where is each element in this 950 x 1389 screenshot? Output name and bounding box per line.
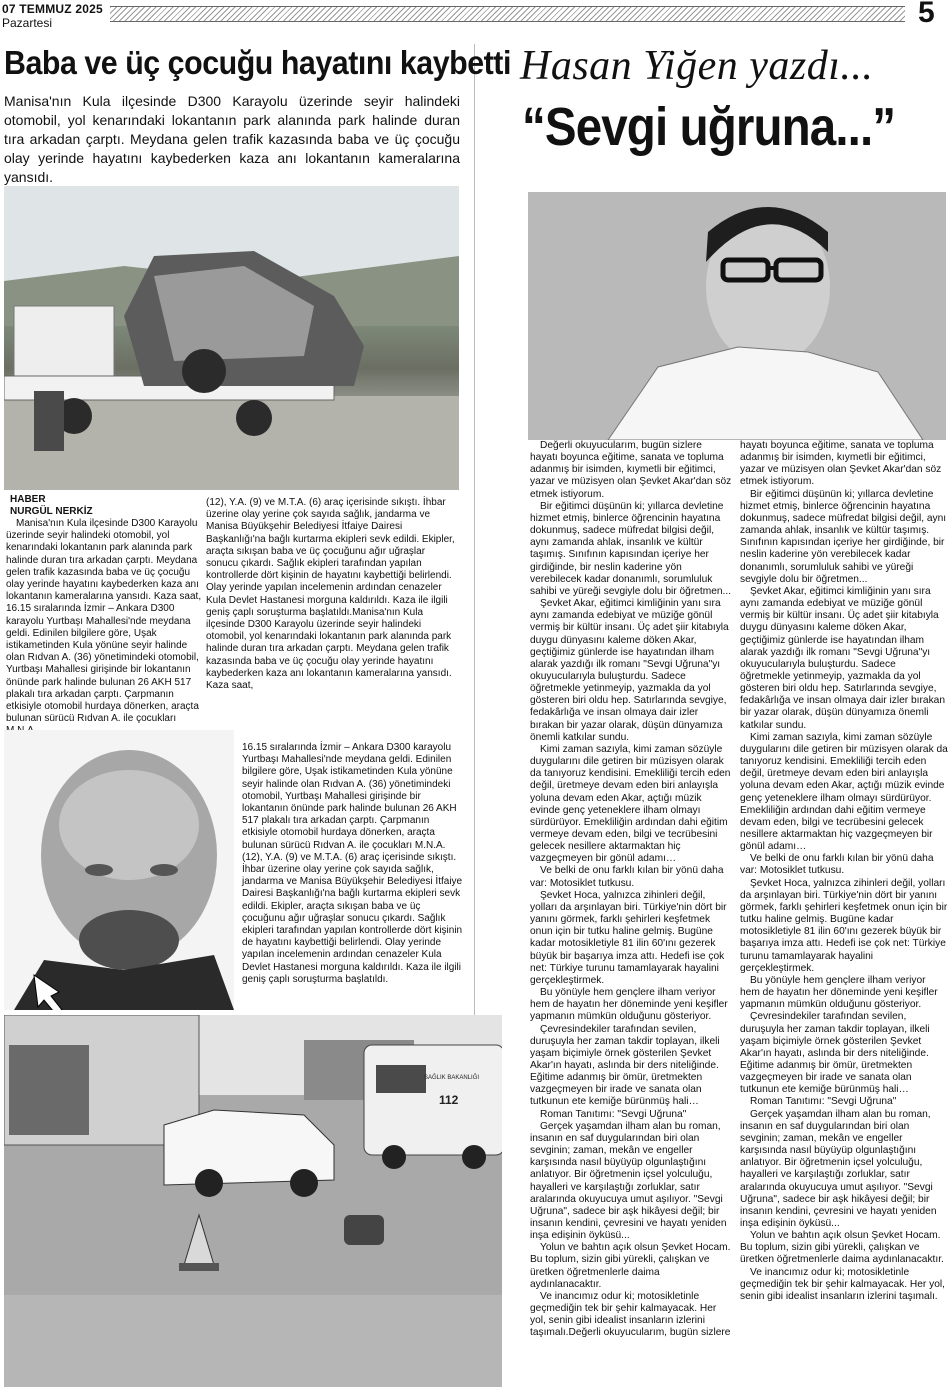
tow-truck-illustration — [4, 186, 459, 490]
portrait-illustration — [4, 730, 234, 1010]
col4-paragraph: Çevresindekiler tarafından sevilen, duruşuyla her zaman takdir toplayan, ilkeli yaşam biçimiyle örnek gösterilen Şevket Akar'ın hayatı, aslında bir ders niteliğinde. Eğitime adanmış bir ömür, üretmekten vazgeçmeyen bir irade ve sanata olan tutkunun ete kemiğe bürünmüş hali… — [740, 1011, 930, 1096]
col4-paragraph: Gerçek yaşamdan ilham alan bu roman, insanın en saf duygularından biri olan sevginin; zaman, mekân ve engeller karşısında nasıl büyüyüp olgunlaştığını anlatıyor. Bir öğretmenin içsel yolculuğu, hayalleri ve karşılaştığı zorluklar, satır aralarında okuyucuya umut aşılıyor. "Sevgi Uğruna", sadece bir aşk hikâyesi değil; bir insanın kendini, çevresini ve hayatı yeniden inşa edişinin öyküsü... — [740, 1108, 937, 1229]
column-author-kicker: Hasan Yiğen yazdı... — [520, 43, 874, 89]
ambulance-number: 112 — [439, 1093, 459, 1107]
crash-scene-illustration — [4, 1015, 502, 1387]
issue-day: Pazartesi — [2, 16, 53, 30]
col3-paragraph: Şevket Akar, eğitimci kimliğinin yanı sıra aynı zamanda edebiyat ve müziğe gönül vermiş bir kültür insanı. Üç adet şiir kitabıyla duygu dünyasını kaleme döken Akar, geçtiğimiz günlerde ise hayatından ilham alarak yazdığı ilk romanı "Sevgi Uğruna"yı okuyucularıyla buluşturdu. Sadece öğretmekle yetinmeyip, yazmakla da yol gösteren biri oldu hep. Satırlarında sevgiye, fedakârlığa ve insan olmaya dair izler bırakan bir yazar olarak, düşün dünyamıza önemli katkılar sundu. — [530, 598, 729, 743]
man-portrait-illustration — [528, 192, 946, 440]
col3-paragraph: Bu yönüyle hem gençlere ilham veriyor hem de hayatın her döneminde yeni keşifler yapmanın mümkün olduğunu gösteriyor. — [530, 987, 728, 1023]
left-article-headline: Baba ve üç çocuğu hayatını kaybetti — [4, 44, 511, 81]
left-article-lead: Manisa'nın Kula ilçesinde D300 Karayolu üzerinde seyir halindeki otomobil, yol kenarındaki lokantanın park alanında park halinde duran tıra arkadan çarptı. Meydana gelen trafik kazasında baba ve üç çocuğu olay yerinde hayatını kaybederken kaza anı lokantanın kameralarına yansıdı. — [4, 93, 460, 185]
column-body-col4 — [740, 440, 948, 1303]
col3-paragraph: Ve inancımız odur ki; motosikletinle geçmediğin tek bir şehir kalmayacak. Her yol, senin gibi idealist insanların izlerini taşımalı.Değerli okuyucularım, bugün sizlere — [530, 1290, 731, 1339]
crash-scene-photo — [4, 1015, 502, 1387]
col4-paragraph: Roman Tanıtımı: "Sevgi Uğruna" — [750, 1096, 897, 1108]
page-number: 5 — [918, 0, 935, 29]
col3-paragraph: Şevket Hoca, yalnızca zihinleri değil, yolları da arşınlayan biri. Türkiye'nin dört bir yanını görmek, farklı şehirleri keşfetmek onun için bir tutku haline gelmiş. Bugüne kadar motosikletiyle 81 ilin 60'ını gezerek büyük bir başarıya imza attı. Hedefi ise çok net: Türkiye turunu tamamlayarak hayalini gerçekleştirmek. — [530, 889, 727, 986]
col3-paragraph: Kimi zaman sazıyla, kimi zaman sözüyle duygularını dile getiren bir müzisyen olarak da tanıyoruz kendisini. Emekliliği tercih eden değil, üretmeye devam eden biri anlayışla yoluna devam eden Akar, açtığı müzik evinde genç yeteneklere ilham olmayı sürdürüyor. Emekliliğin ardından dahi eğitim vermeye devam eden, bilgi ve tecrübesini gelecek nesillere aktarmaktan hiç vazgeçmeyen bir gönül adamı… — [530, 743, 731, 865]
col4-paragraph: Ve inancımız odur ki; motosikletinle geçmediğin tek bir şehir kalmayacak. Her yol, senin gibi idealist insanların izlerini taşımalı. — [740, 1266, 945, 1302]
col4-paragraph: Bir eğitimci düşünün ki; yıllarca devletine hizmet etmiş, binlerce öğrencinin hayatına dokunmuş, sadece müfredat bilgisi değil, aynı zamanda ahlak, insanlık ve kültür taşımış. Sınıfının kapısından içeriye her girdiğinde, bir neslin kaderine yön verebilecek kadar donanımlı, sorumluluk sahibi ve yüreği sevgiyle dolu bir öğretmen... — [740, 488, 947, 585]
col4-paragraph: Kimi zaman sazıyla, kimi zaman sözüyle duygularını dile getiren bir müzisyen olarak da tanıyoruz kendisini. Emekliliği tercih eden değil, üretmeye devam eden biri anlayışla yoluna devam eden Akar, açtığı müzik evinde genç yeteneklere ilham olmayı sürdürüyor. Emekliliğin ardından dahi eğitim vermeye devam eden, bilgi ve tecrübesini gelecek nesillere aktarmaktan hiç vazgeçmeyen bir gönül adamı… — [740, 731, 948, 853]
sevket-akar-portrait-photo — [528, 192, 946, 440]
column-headline: “Sevgi uğruna...” — [522, 97, 896, 157]
ambulance-label: SAĞLIK BAKANLIĞI — [424, 1075, 480, 1081]
col3-paragraph: Çevresindekiler tarafından sevilen, duruşuyla her zaman takdir toplayan, ilkeli yaşam biçimiyle örnek gösterilen Şevket Akar'ın hayatı, aslında bir ders niteliğinde. Eğitime adanmış bir ömür, üretmekten vazgeçmeyen bir irade ve sanata olan tutkunun ete kemiğe bürünmüş hali… — [530, 1023, 720, 1108]
left-article-body-col2-top: (12), Y.A. (9) ve M.T.A. (6) araç içerisinde sıkıştı. İhbar üzerine olay yerine çok sayıda sağlık, jandarma ve Manisa Büyükşehir Belediyesi İtfaiye Dairesi Başkanlığı'na bağlı kurtarma ekipleri sevk edildi. Ekipler, araçta sıkışan baba ve üç çocuğunu ağır uğraşlar sonucu çıkardı. Sağlık ekipleri tarafından yapılan kontrollerde dört kişinin de hayatını kaybettiği belirlendi. Olay yerinde yapılan incelemenin ardından cenazeler Kula Devlet Hastanesi morguna kaldırıldı. Kaza ile ilgili geniş çaplı soruşturma başlatıldı.Manisa'nın Kula ilçesinde D300 Karayolu üzerinde seyir halindeki otomobil, yol kenarındaki lokantanın park alanında park halinde duran tıra arkadan çarptı. Meydana gelen trafik kazasında baba ve üç çocuğu olay yerinde hayatını kaybederken kaza anı lokantanın kameralarına yansıdı. Kaza saat, — [206, 497, 455, 692]
victim-portrait-photo — [4, 730, 234, 1010]
column-body-col3 — [530, 440, 732, 1340]
issue-date: 07 TEMMUZ 2025 — [2, 2, 103, 16]
left-article-body-col1: Manisa'nın Kula ilçesinde D300 Karayolu üzerinde seyir halindeki otomobil, yol kenarındaki lokantanın park alanında park halinde duran tıra arkadan çarptı. Meydana gelen trafik kazasında baba ve üç çocuğu olay yerinde hayatını kaybederken kaza anı lokantanın kameralarına yansıdı. Kaza saat, 16.15 sıralarında İzmir – Ankara D300 karayolu Yurtbaşı Mahallesi'nde meydana geldi. Edinilen bilgilere göre, Uşak istikametinden Kula yönüne seyir halinde olan Rıdvan A. (36) yönetimindeki otomobil, Yurtbaşı Mahallesi girişinde bir lokantanın önünde park halinde bulunan 26 AKH 517 plakalı tıra arkadan çarptı. Çarpmanın etkisiyle otomobil hurdaya dönerken, araçta bulunan sürücü Rıdvan A. ile çocukları — [6, 518, 202, 725]
col3-paragraph: Ve belki de onu farklı kılan bir yönü daha var: Motosiklet tutkusu. — [530, 865, 724, 889]
col3-paragraph: Gerçek yaşamdan ilham alan bu roman, insanın en saf duygularından biri olan sevginin; zaman, mekân ve engeller karşısında nasıl büyüyüp olgunlaştığını anlatıyor. Bir öğretmenin içsel yolculuğu, hayalleri ve karşılaştığı zorluklar, satır aralarında okuyucuya umut aşılıyor. "Sevgi Uğruna", sadece bir aşk hikâyesi değil; bir insanın kendini, çevresini ve hayatı yeniden inşa edişinin öyküsü... — [530, 1120, 727, 1242]
col3-paragraph: Yolun ve bahtın açık olsun Şevket Hocam. Bu toplum, sizin gibi yürekli, çalışkan ve üretken öğretmenlerle daima aydınlanacaktır. — [530, 1242, 731, 1290]
col3-paragraph: Değerli okuyucularım, bugün sizlere hayatı boyunca eğitime, sanata ve topluma adanmış bir isimden, kıymetli bir eğitimci, yazar ve müzisyen olan Şevket Akar'dan söz etmek istiyorum. — [530, 440, 732, 500]
col4-paragraph: hayatı boyunca eğitime, sanata ve topluma adanmış bir isimden, kıymetli bir eğitimci, yazar ve müzisyen olan Şevket Akar'dan söz etmek istiyorum. — [740, 440, 942, 488]
col4-paragraph: Şevket Akar, eğitimci kimliğinin yanı sıra aynı zamanda edebiyat ve müziğe gönül vermiş bir kültür insanı. Üç adet şiir kitabıyla duygu dünyasını kaleme döken Akar, geçtiğimiz günlerde ise hayatından ilham alarak yazdığı ilk romanı "Sevgi Uğruna"yı okuyucularıyla buluşturdu. Sadece öğretmekle yetinmeyip, yazmakla da yol gösteren biri oldu hep. Satırlarında sevgiye, fedakârlığa ve insan olmaya dair izler bırakan bir yazar olarak, düşün dünyamıza önemli katkılar sundu. — [740, 585, 945, 731]
byline-author: NURGÜL NERKİZ — [10, 506, 93, 517]
col3-paragraph: Roman Tanıtımı: "Sevgi Uğruna" — [540, 1108, 687, 1120]
wrecked-car-tow-truck-photo — [4, 186, 459, 490]
byline-label: HABER — [10, 494, 46, 505]
col3-paragraph: Bir eğitimci düşünün ki; yıllarca devletine hizmet etmiş, binlerce öğrencinin hayatına dokunmuş, sadece müfredat bilgisi değil, aynı zamanda ahlak, insanlık ve kültür taşımış. Sınıfının kapısından içeriye her girdiğinde, bir neslin kaderine yön verebilecek kadar donanımlı, sorumluluk sahibi ve yüreği sevgiyle dolu bir öğretmen... — [530, 500, 732, 597]
col4-paragraph: Ve belki de onu farklı kılan bir yönü daha var: Motosiklet tutkusu. — [740, 853, 934, 877]
col4-paragraph: Bu yönüyle hem gençlere ilham veriyor hem de hayatın her döneminde yeni keşifler yapmanın mümkün olduğunu gösteriyor. — [740, 974, 938, 1011]
col4-paragraph: Şevket Hoca, yalnızca zihinleri değil, yolları da arşınlayan biri. Türkiye'nin dört bir yanını görmek, farklı şehirleri keşfetmek onun için bir tutku haline gelmiş. Bugüne kadar motosikletiyle 81 ilin 60'ını gezerek büyük bir başarıya imza attı. Hedefi ise çok net: Türkiye turunu tamamlayarak hayalini gerçekleştirmek. — [740, 877, 948, 974]
header-rule — [110, 6, 905, 22]
col4-paragraph: Yolun ve bahtın açık olsun Şevket Hocam. Bu toplum, sizin gibi yürekli, çalışkan ve üretken öğretmenlerle daima aydınlanacaktır. — [740, 1230, 944, 1266]
left-article-body-col2-bottom: 16.15 sıralarında İzmir – Ankara D300 karayolu Yurtbaşı Mahallesi'nde meydana geldi. Edinilen bilgilere göre, Uşak istikametinden Kula yönüne seyir halinde olan Rıdvan A. (36) yönetimindeki otomobil, Yurtbaşı Mahallesi girişinde bir lokantanın önünde park halinde bulunan 26 AKH 517 plakalı tıra arkadan çarptı. Çarpmanın etkisiyle otomobil hurdaya dönerken, araçta bulunan sürücü Rıdvan A. ile çocukları M.N.A. (12), Y.A. (9) ve M.T.A. (6) araç içerisinde sıkıştı. İhbar üzerine olay yerine çok sayıda sağlık, jandarma ve Manisa Büyükşehir Belediyesi İtfaiye Dairesi Başkanlığı'na bağlı kurtarma ekipleri sevk edildi. Ekipler, araçta sıkışan baba ve üç çocuğunu ağır uğraşlar sonucu çıkardı. Sağlık ekipleri tarafından yapılan kontrollerde dört kişinin de hayatını kaybettiği belirlendi. Olay yerinde yapılan incelemenin ardından cenazeler Kula Devlet Hastanesi morguna kaldırıldı. Kaza ile ilgili geniş çaplı soruşturma başlatıldı. — [242, 742, 463, 985]
